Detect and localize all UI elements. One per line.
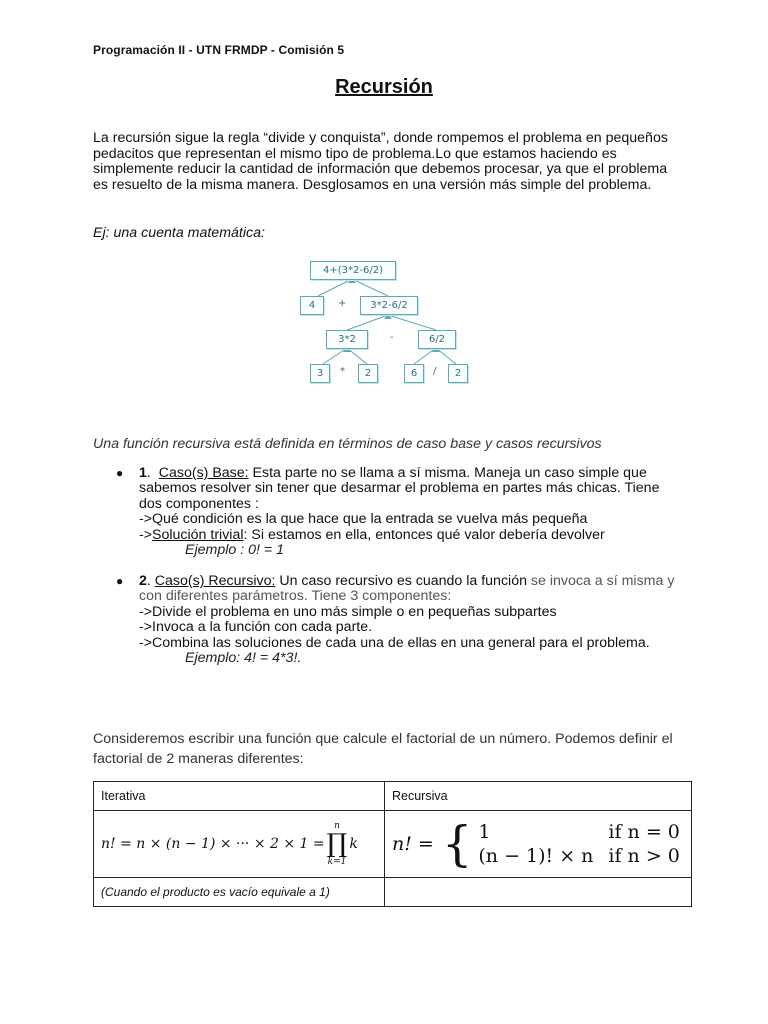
tree-op-div: / (433, 366, 437, 377)
page-header: Programación II - UTN FRMDP - Comisión 5 (93, 43, 345, 57)
tree-op-plus: + (338, 298, 347, 309)
example-label: Ej: una cuenta matemática: (93, 225, 265, 241)
definition-text: Una función recursiva está definida en términos de caso base y casos recursivos (93, 436, 602, 452)
tree-leaf-3: 3 (310, 364, 330, 383)
expression-tree-diagram (290, 258, 480, 388)
bullet-icon: ● (116, 466, 124, 480)
base-case-title: Caso(s) Base: (158, 465, 249, 481)
tree-leaf-2a: 2 (358, 364, 378, 383)
intro-paragraph: La recursión sigue la regla “divide y conquista”, donde rompemos el problema en pequeños pedacitos que representan el mismo tipo de problema.Lo que estamos haciendo es simplemente reducir la cantidad de información que debemos procesar, ya que el problema es resuelto de la misma manera. Desglosamos en una versión más simple del problema. (93, 130, 668, 193)
table-header-iterative: Iterativa (94, 782, 385, 811)
tree-node-div: 6/2 (418, 330, 456, 349)
tree-leaf-6: 6 (404, 364, 424, 383)
recursive-case-item (139, 574, 679, 666)
recursive-case-line1: ->Divide el problema en uno más simple o en pequeñas subpartes (139, 603, 557, 620)
recursive-case-title: Caso(s) Recursivo: (154, 573, 276, 589)
base-case-item (139, 466, 679, 558)
tree-op-minus: - (390, 332, 394, 343)
recursive-case-line2: ->Invoca a la función con cada parte. (139, 619, 373, 636)
brace-symbol: { (441, 816, 473, 872)
tree-leaf-2b: 2 (448, 364, 468, 383)
base-case-intro: 1. Caso(s) Base: Esta parte no se llama a sí misma. Maneja un caso simple que sabemos resolver sin tener que desarmar el problema en partes más chicas. Tiene dos componentes : (139, 465, 660, 512)
page-title: Recursión (335, 76, 433, 98)
recursive-case-line3: ->Combina las soluciones de cada una de ellas en una general para el problema. (139, 634, 650, 651)
iterative-formula: n! = n × (n − 1) × ··· × 2 × 1 = n ∏ k=1 k (94, 811, 385, 878)
bullet-icon: ● (116, 574, 124, 588)
recursive-case-example: Ejemplo: 4! = 4*3!. (185, 650, 302, 667)
factorial-intro: Consideremos escribir una función que calcule el factorial de un número. Podemos definir el factorial de 2 maneras diferentes: (93, 731, 673, 767)
base-case-line2: ->Solución trivial: Si estamos en ella, entonces qué valor debería devolver (139, 526, 605, 543)
tree-node-root: 4+(3*2-6/2) (310, 261, 396, 280)
base-case-line1: ->Qué condición es la que hace que la entrada se vuelva más pequeña (139, 511, 588, 528)
product-symbol: n ∏ k=1 (326, 821, 348, 867)
tree-op-times: * (340, 366, 345, 377)
table-header-recursive: Recursiva (385, 782, 692, 811)
recursive-formula: n! = { 1 if n = 0 (n − 1)! × n if n > 0 (385, 811, 692, 878)
base-case-example: Ejemplo : 0! = 1 (185, 542, 284, 559)
table-empty-cell (385, 878, 692, 907)
tree-node-right: 3*2-6/2 (360, 296, 418, 315)
tree-node-mul: 3*2 (326, 330, 368, 349)
factorial-table (93, 781, 692, 907)
table-note: (Cuando el producto es vacío equivale a 1) (94, 878, 385, 907)
tree-node-left: 4 (300, 296, 324, 315)
recursive-case-intro: 2. Caso(s) Recursivo: Un caso recursivo es cuando la función se invoca a sí misma y con diferentes parámetros. Tiene 3 componentes: (139, 573, 675, 605)
